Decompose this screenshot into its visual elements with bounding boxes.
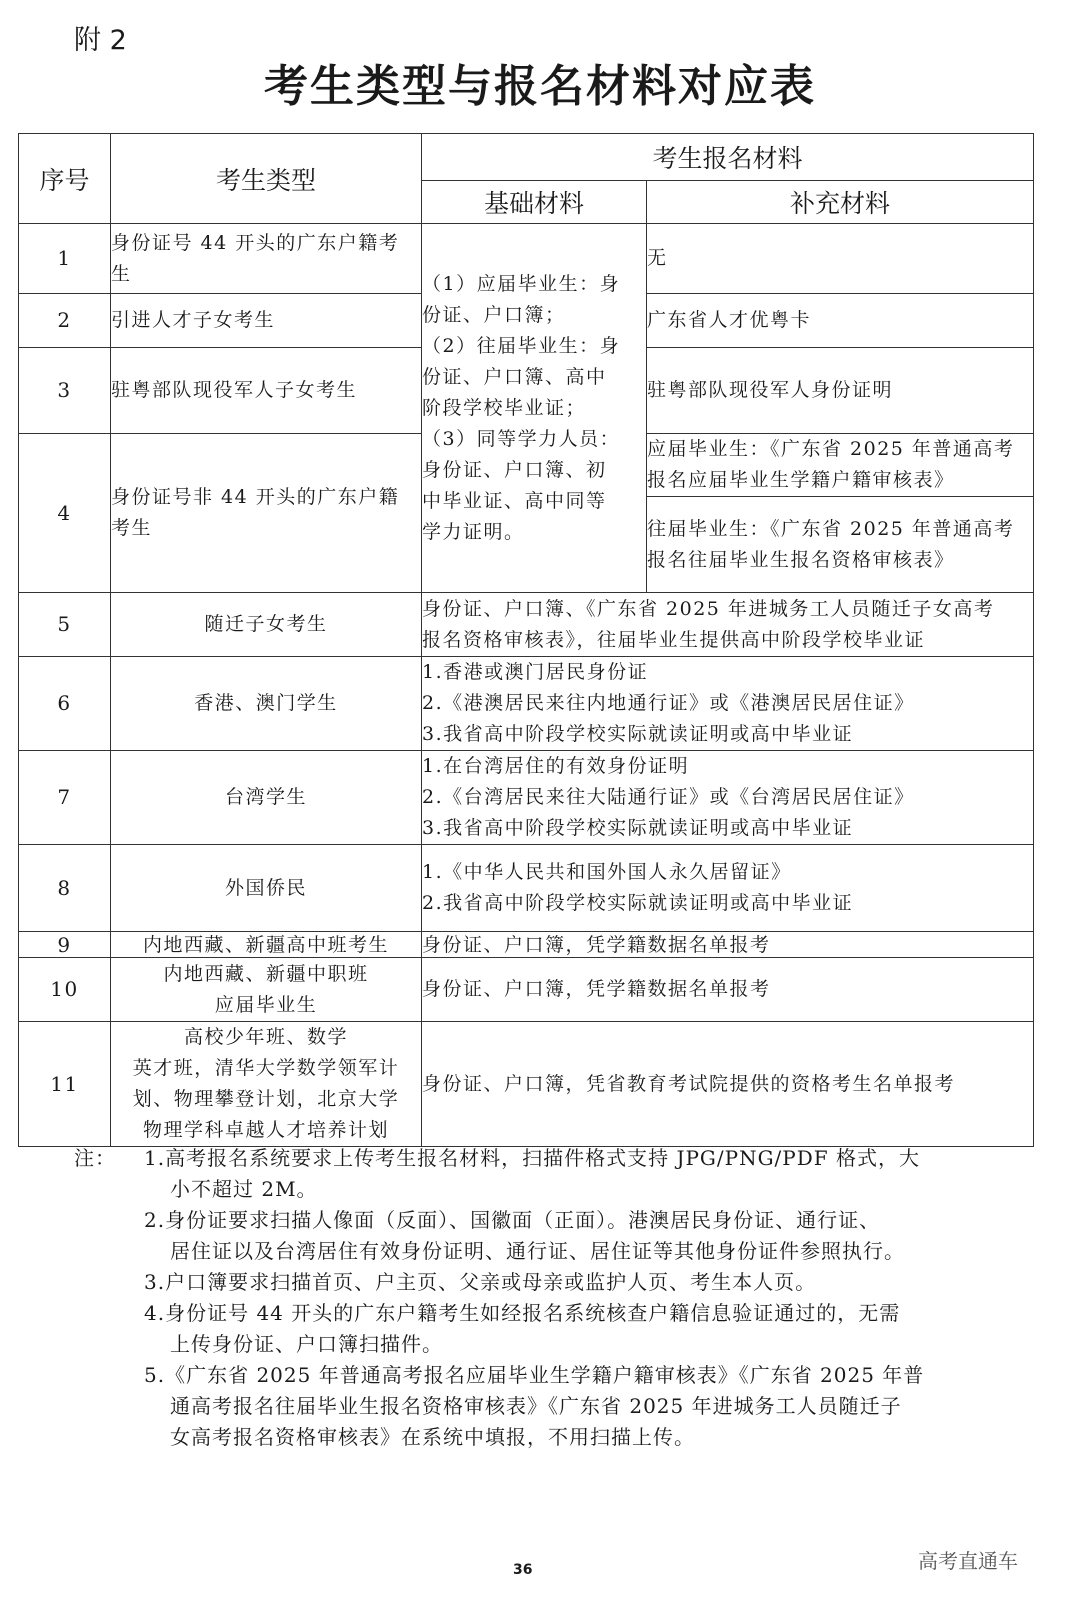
seq-cell: 8 [19,845,111,932]
seq-cell: 6 [19,657,111,751]
type-cell: 引进人才子女考生 [111,294,422,348]
type-cell: 内地西藏、新疆高中班考生 [111,932,422,958]
table-row [19,845,1034,932]
type-cell: 身份证号非 44 开头的广东户籍 考生 [111,434,422,593]
note-item: 4.身份证号 44 开头的广东户籍考生如经报名系统核查户籍信息验证通过的，无需 上传身份证、户口簿扫描件。 [144,1301,901,1356]
supplementary-cell: 驻粤部队现役军人身份证明 [647,348,1034,434]
note-item: 注： 1.高考报名系统要求上传考生报名材料，扫描件格式支持 JPG/PNG/PDF 格式，大 小不超过 2M。 [74,1143,994,1205]
seq-cell: 11 [19,1022,111,1147]
materials-cell: 1.在台湾居住的有效身份证明 2.《台湾居民来往大陆通行证》或《台湾居民居住证》 3.我省高中阶段学校实际就读证明或高中毕业证 [422,751,1034,845]
table-row [19,657,1034,751]
type-cell: 身份证号 44 开头的广东户籍考 生 [111,224,422,294]
supplementary-cell: 广东省人才优粤卡 [647,294,1034,348]
materials-cell: 身份证、户口簿，凭学籍数据名单报考 [422,958,1034,1022]
table-row [19,751,1034,845]
header-row-1 [19,134,1034,181]
header-type: 考生类型 [111,134,422,224]
notes-label: 注： [74,1146,116,1170]
materials-cell: 身份证、户口簿、《广东省 2025 年进城务工人员随迁子女高考 报名资格审核表》，往届毕业生提供高中阶段学校毕业证 [422,593,1034,657]
basic-materials-cell: （1）应届毕业生：身 份证、户口簿； （2）往届毕业生：身 份证、户口簿、高中 阶段学校毕业证； （3）同等学力人员： 身份证、户口簿、初 中毕业证、高中同等 学力证明。 [422,224,647,593]
supplementary-cell-past-grads: 往届毕业生：《广东省 2025 年普通高考 报名往届毕业生报名资格审核表》 [647,497,1034,593]
table-row [19,224,1034,294]
page-title: 考生类型与报名材料对应表 [264,61,816,112]
seq-cell: 3 [19,348,111,434]
seq-cell: 5 [19,593,111,657]
seq-cell: 1 [19,224,111,294]
header-materials: 考生报名材料 [422,134,1034,181]
page-number: 36 [513,1562,533,1578]
type-cell: 高校少年班、数学 英才班，清华大学数学领军计 划、物理攀登计划，北京大学 物理学科卓越人才培养计划 [111,1022,422,1147]
type-cell: 台湾学生 [111,751,422,845]
header-basic: 基础材料 [422,181,647,224]
materials-table [18,133,1034,1147]
header-supplementary: 补充材料 [647,181,1034,224]
materials-cell: 身份证、户口簿，凭学籍数据名单报考 [422,932,1034,958]
materials-cell: 1.《中华人民共和国外国人永久居留证》 2.我省高中阶段学校实际就读证明或高中毕业证 [422,845,1034,932]
materials-cell: 1.香港或澳门居民身份证 2.《港澳居民来往内地通行证》或《港澳居民居住证》 3.我省高中阶段学校实际就读证明或高中毕业证 [422,657,1034,751]
type-cell: 香港、澳门学生 [111,657,422,751]
type-cell: 外国侨民 [111,845,422,932]
table-row [19,932,1034,958]
note-item: 2.身份证要求扫描人像面（反面）、国徽面（正面）。港澳居民身份证、通行证、 居住证以及台湾居住有效身份证明、通行证、居住证等其他身份证件参照执行。 [144,1208,905,1263]
type-cell: 驻粤部队现役军人子女考生 [111,348,422,434]
type-cell: 随迁子女考生 [111,593,422,657]
supplementary-cell: 无 [647,224,1034,294]
notes-section [74,1143,994,1453]
seq-cell: 7 [19,751,111,845]
note-item: 3.户口簿要求扫描首页、户主页、父亲或母亲或监护人页、考生本人页。 [144,1270,817,1294]
note-item: 5.《广东省 2025 年普通高考报名应届毕业生学籍户籍审核表》《广东省 2025 年普 通高考报名往届毕业生报名资格审核表》《广东省 2025 年进城务工人员随迁子 女高考报名资格审核表》在系统中填报，不用扫描上传。 [144,1363,925,1449]
watermark: 高考直通车 [918,1549,1018,1573]
seq-cell: 2 [19,294,111,348]
table-row [19,1022,1034,1147]
type-cell: 内地西藏、新疆中职班 应届毕业生 [111,958,422,1022]
seq-cell: 4 [19,434,111,593]
header-seq: 序号 [19,134,111,224]
seq-cell: 9 [19,932,111,958]
supplementary-cell-current-grads: 应届毕业生：《广东省 2025 年普通高考 报名应届毕业生学籍户籍审核表》 [647,434,1034,497]
table-row [19,958,1034,1022]
table-row [19,593,1034,657]
seq-cell: 10 [19,958,111,1022]
materials-cell: 身份证、户口簿，凭省教育考试院提供的资格考生名单报考 [422,1022,1034,1147]
annex-label: 附 2 [74,25,127,56]
